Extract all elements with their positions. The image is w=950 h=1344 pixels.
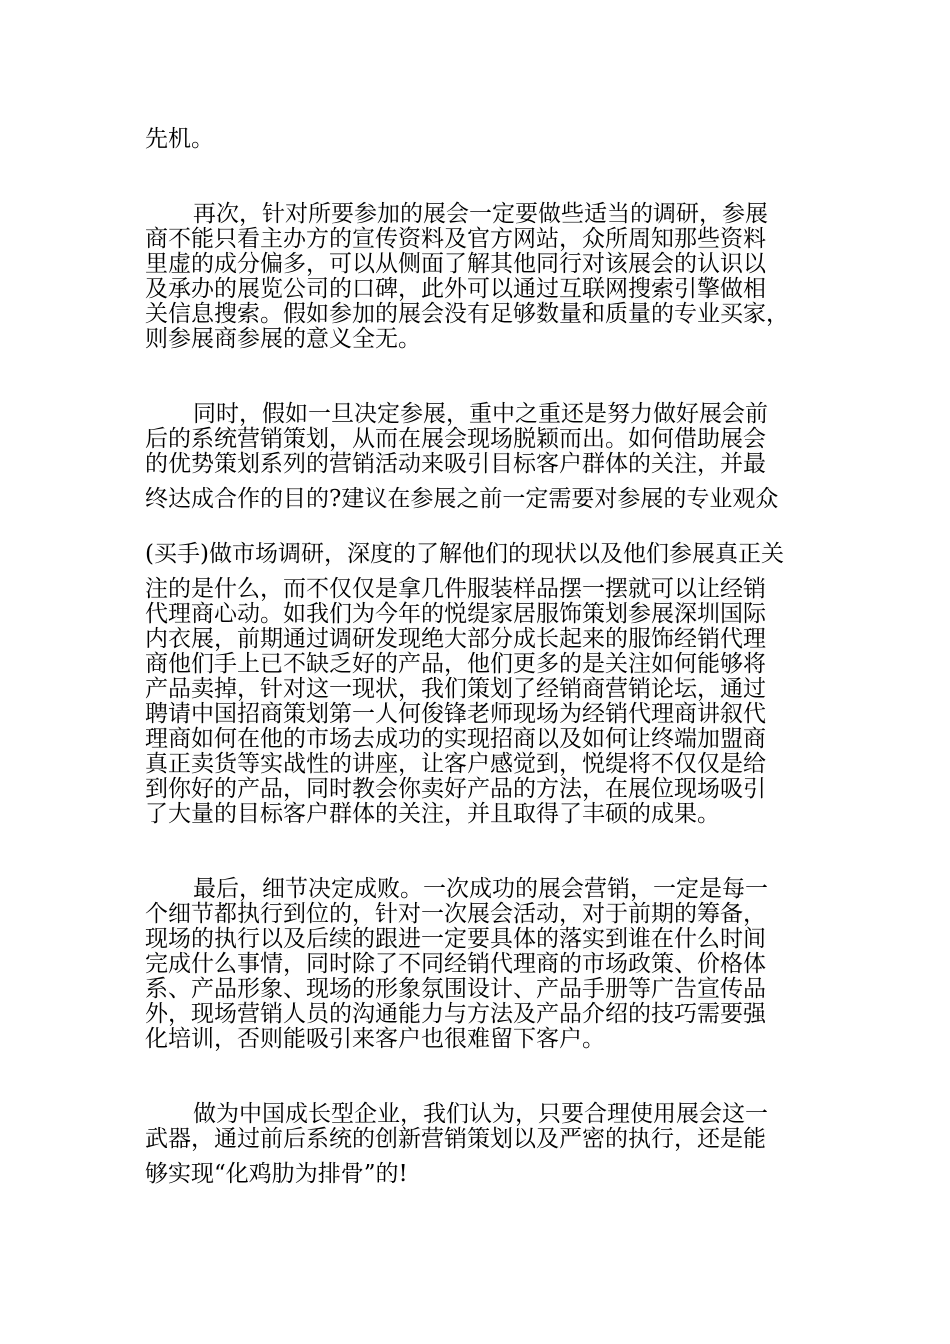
text-line: 里虚的成分偏多，可以从侧面了解其他同行对该展会的认识以: [145, 251, 766, 277]
text-line: 够实现“化鸡肋为排骨”的!: [145, 1161, 408, 1187]
text-line: 到你好的产品，同时教会你卖好产品的方法，在展位现场吸引: [145, 776, 766, 802]
paragraph-first-line: 再次，针对所要参加的展会一定要做些适当的调研，参展: [193, 201, 768, 227]
text-line: 系、产品形象、现场的形象氛围设计、产品手册等广告宣传品: [145, 976, 766, 1002]
text-line: 个细节都执行到位的，针对一次展会活动，对于前期的筹备，: [145, 901, 766, 927]
text-line: 化培训，否则能吸引来客户也很难留下客户。: [145, 1026, 605, 1052]
text-line: 商不能只看主办方的宣传资料及官方网站，众所周知那些资料: [145, 226, 766, 252]
text-line: 内衣展，前期通过调研发现绝大部分成长起来的服饰经销代理: [145, 626, 766, 652]
paragraph-first-line: 同时，假如一旦决定参展，重中之重还是努力做好展会前: [193, 401, 768, 427]
text-line: 理商如何在他的市场去成功的实现招商以及如何让终端加盟商: [145, 726, 766, 752]
text-line: 武器，通过前后系统的创新营销策划以及严密的执行，还是能: [145, 1126, 766, 1152]
text-line: 及承办的展览公司的口碑，此外可以通过互联网搜索引擎做相: [145, 276, 766, 302]
text-line: 完成什么事情，同时除了不同经销代理商的市场政策、价格体: [145, 951, 766, 977]
text-line: 终达成合作的目的?建议在参展之前一定需要对参展的专业观众: [145, 486, 779, 512]
text-line: 产品卖掉，针对这一现状，我们策划了经销商营销论坛，通过: [145, 676, 766, 702]
text-line: 代理商心动。如我们为今年的悦缇家居服饰策划参展深圳国际: [145, 601, 766, 627]
text-line: 聘请中国招商策划第一人何俊锋老师现场为经销代理商讲叙代: [145, 701, 766, 727]
text-line: 外，现场营销人员的沟通能力与方法及产品介绍的技巧需要强: [145, 1001, 766, 1027]
paragraph-first-line: 做为中国成长型企业，我们认为，只要合理使用展会这一: [193, 1101, 768, 1127]
text-line: 则参展商参展的意义全无。: [145, 326, 421, 352]
text-line: (买手)做市场调研，深度的了解他们的现状以及他们参展真正关: [145, 541, 784, 567]
text-line: 商他们手上已不缺乏好的产品，他们更多的是关注如何能够将: [145, 651, 766, 677]
text-line: 的优势策划系列的营销活动来吸引目标客户群体的关注，并最: [145, 451, 766, 477]
text-line: 先机。: [145, 126, 214, 152]
text-line: 注的是什么，而不仅仅是拿几件服装样品摆一摆就可以让经销: [145, 576, 766, 602]
paragraph-first-line: 最后，细节决定成败。一次成功的展会营销，一定是每一: [193, 876, 768, 902]
text-line: 真正卖货等实战性的讲座，让客户感觉到，悦缇将不仅仅是给: [145, 751, 766, 777]
text-line: 后的系统营销策划，从而在展会现场脱颖而出。如何借助展会: [145, 426, 766, 452]
text-line: 关信息搜索。假如参加的展会没有足够数量和质量的专业买家，: [145, 301, 789, 327]
text-line: 现场的执行以及后续的跟进一定要具体的落实到谁在什么时间: [145, 926, 766, 952]
text-line: 了大量的目标客户群体的关注，并且取得了丰硕的成果。: [145, 801, 720, 827]
